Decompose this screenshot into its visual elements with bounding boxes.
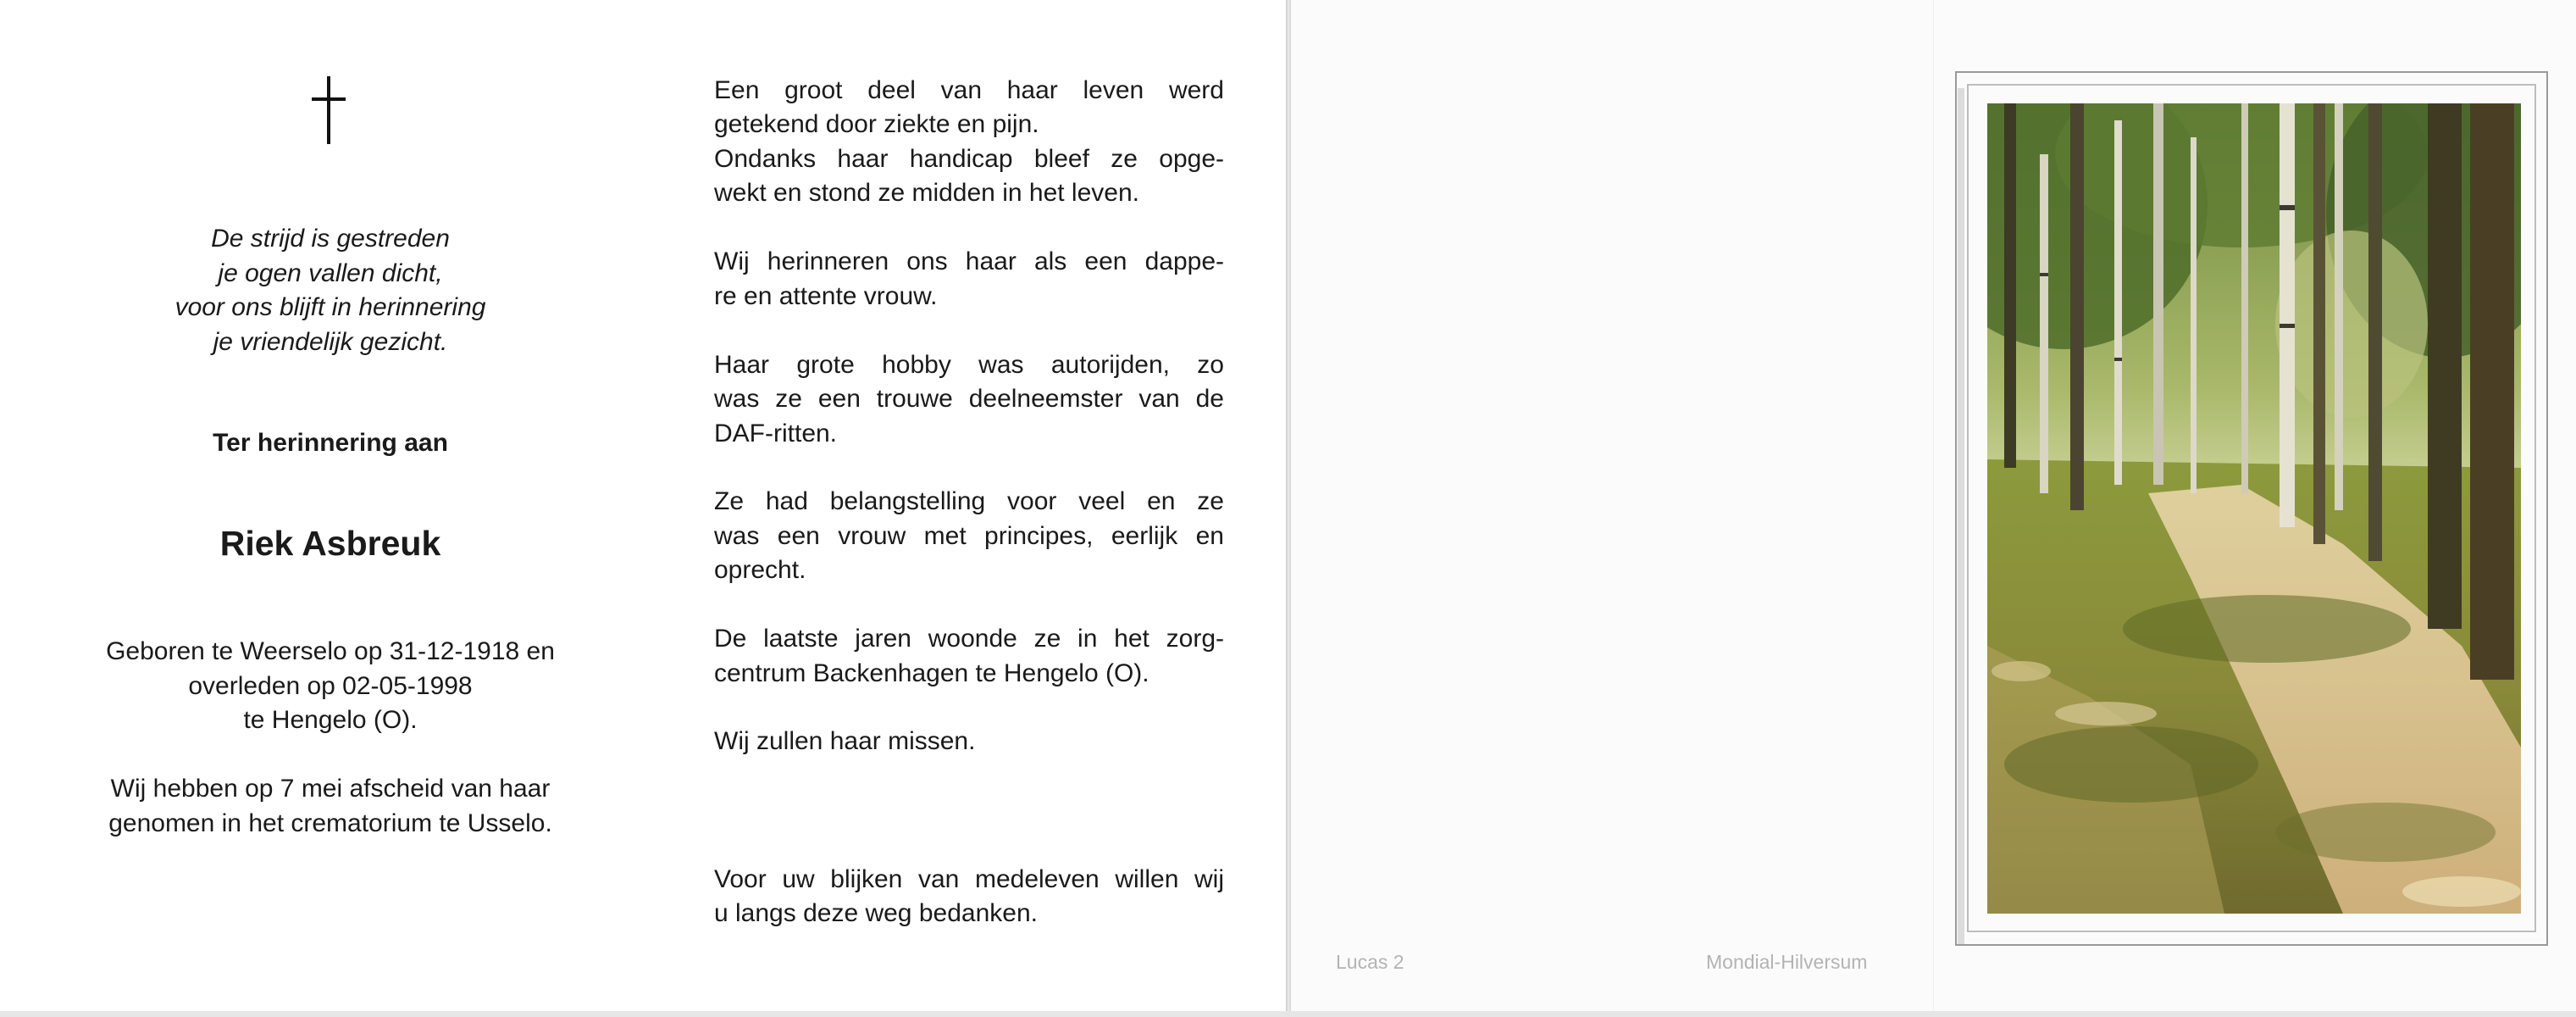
bio-line: DAF-ritten. (714, 420, 838, 447)
bio-line: getekend door ziekte en pijn. (714, 110, 1039, 138)
thanks-line: u langs deze weg bedanken. (714, 899, 1038, 927)
bio-line: Een groot deel van haar leven werd (714, 76, 1224, 104)
bio-line: wekt en stond ze midden in het leven. (714, 179, 1139, 207)
bio-line: Ze had belangstelling voor veel en ze (714, 487, 1224, 515)
bio-line: Haar grote hobby was autorijden, zo (714, 351, 1224, 379)
card-fold (1286, 0, 1291, 1017)
detail-line: te Hengelo (O). (243, 706, 418, 734)
detail-line: overleden op 02-05-1998 (188, 671, 473, 700)
birth-death-details (59, 635, 601, 738)
farewell-details (59, 772, 601, 841)
detail-line: Wij hebben op 7 mei afscheid van haar (110, 775, 551, 803)
thanks-line: Voor uw blijken van medeleven willen wij (714, 865, 1224, 893)
forest-path-photo (1987, 103, 2521, 914)
poem-line: voor ons blijft in herinnering (175, 293, 486, 321)
publisher-imprint: Mondial-Hilversum (1706, 951, 1868, 973)
poem-line: De strijd is gestreden (211, 225, 450, 253)
bio-line: oprecht. (714, 556, 806, 584)
bio-line: was een vrouw met principes, eerlijk en (714, 522, 1224, 550)
bio-line: De laatste jaren woonde ze in het zorg- (714, 625, 1224, 653)
bio-line: Wij zullen haar missen. (714, 727, 976, 755)
bio-line: centrum Backenhagen te Hengelo (O). (714, 659, 1150, 687)
bio-line: re en attente vrouw. (714, 282, 938, 310)
cross-icon (312, 76, 346, 144)
detail-line: genomen in het crematorium te Usselo. (108, 809, 552, 837)
detail-line: Geboren te Weerselo op 31-12-1918 en (106, 637, 555, 665)
poem-line: je ogen vallen dicht, (218, 258, 443, 287)
series-code: Lucas 2 (1336, 951, 1404, 973)
bio-line: Wij herinneren ons haar als een dappe- (714, 247, 1224, 275)
remembrance-intro: Ter herinnering aan (213, 429, 448, 457)
poem (110, 222, 551, 359)
card-bottom-edge (0, 1011, 2576, 1017)
bio-line: Ondanks haar handicap bleef ze opge- (714, 145, 1224, 173)
bio-line: was ze een trouwe deelneemster van de (714, 385, 1224, 413)
back-fold-line (1933, 0, 1934, 1011)
poem-line: je vriendelijk gezicht. (213, 327, 448, 356)
deceased-name: Riek Asbreuk (219, 524, 441, 563)
